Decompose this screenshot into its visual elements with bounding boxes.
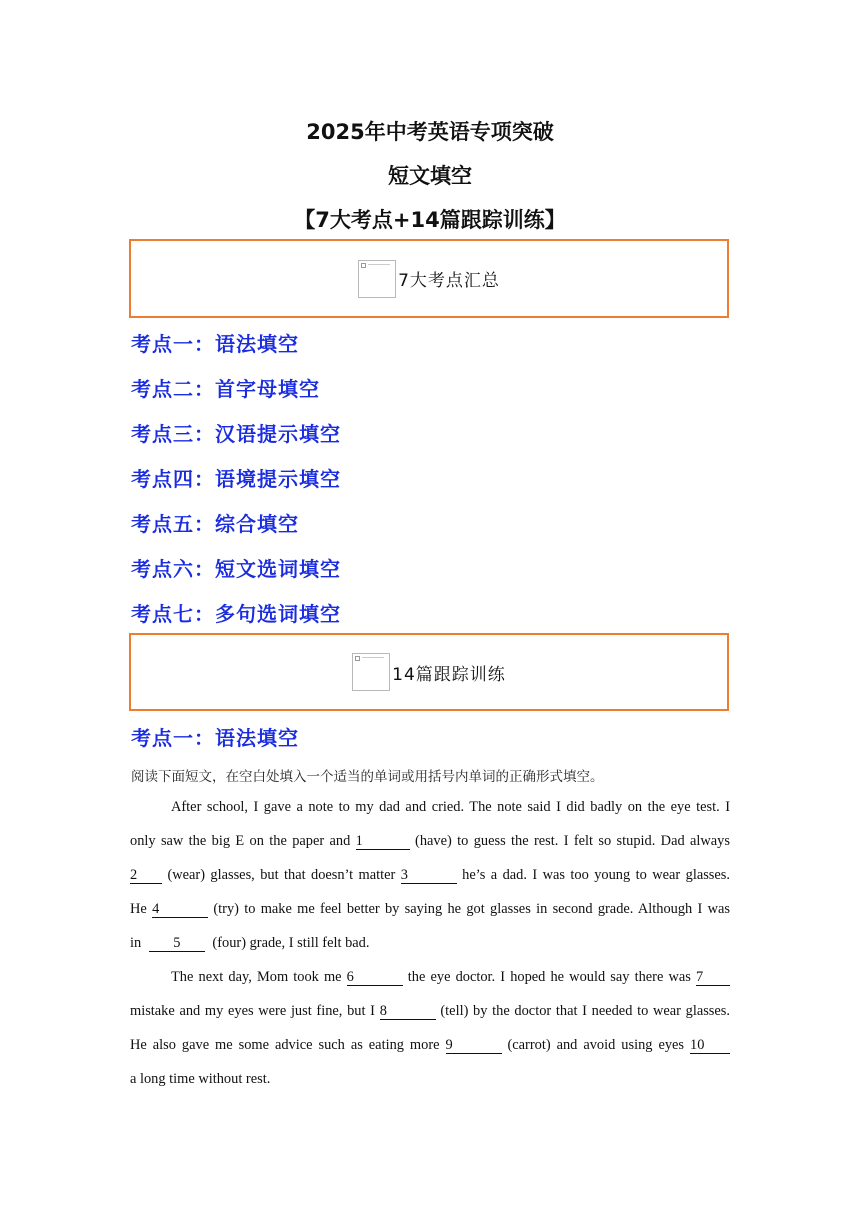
passage-line: After school, I gave a note to my dad and cried. The note said I did badly on the eye test. I bbox=[171, 799, 730, 815]
blank-7: 7 bbox=[696, 969, 730, 986]
blank-10: 10 bbox=[690, 1037, 730, 1054]
passage-text: (wear) glasses, but that doesn’t matter bbox=[167, 867, 396, 883]
passage-text: only saw the big E on the paper and bbox=[130, 833, 351, 849]
exam-point-4: 考点四：语境提示填空 bbox=[131, 467, 341, 491]
exercise-heading: 考点一：语法填空 bbox=[131, 726, 299, 750]
document-title: 2025年中考英语专项突破 bbox=[306, 120, 554, 144]
blank-8: 8 bbox=[380, 1003, 436, 1020]
training-section-box bbox=[129, 633, 729, 711]
blank-6: 6 bbox=[347, 969, 403, 986]
exam-point-7: 考点七：多句选词填空 bbox=[131, 602, 341, 626]
passage-line bbox=[130, 867, 730, 884]
passage-text: mistake and my eyes were just fine, but I bbox=[130, 1003, 375, 1019]
exam-point-6: 考点六：短文选词填空 bbox=[131, 557, 341, 581]
exam-point-3: 考点三：汉语提示填空 bbox=[131, 422, 341, 446]
passage-text: The next day, Mom took me bbox=[171, 969, 342, 985]
passage-text: He also gave me some advice such as eating more bbox=[130, 1037, 440, 1053]
blank-2: 2 bbox=[130, 867, 162, 884]
passage-text: (tell) by the doctor that I needed to wear glasses. bbox=[440, 1003, 730, 1019]
summary-section-label: 7大考点汇总 bbox=[398, 271, 500, 291]
blank-1: 1 bbox=[356, 833, 410, 850]
passage-text: the eye doctor. I hoped he would say there was bbox=[407, 969, 691, 985]
training-section-label: 14篇跟踪训练 bbox=[392, 664, 506, 685]
passage-text: (have) to guess the rest. I felt so stupid. Dad always bbox=[415, 833, 730, 849]
passage-text: in bbox=[130, 935, 142, 951]
passage-text: He bbox=[130, 901, 147, 917]
passage-line bbox=[130, 935, 730, 952]
blank-9: 9 bbox=[446, 1037, 502, 1054]
exam-point-5: 考点五：综合填空 bbox=[131, 512, 299, 536]
passage-text: (carrot) and avoid using eyes bbox=[507, 1037, 685, 1053]
broken-image-icon bbox=[352, 653, 390, 691]
exam-point-2: 考点二：首字母填空 bbox=[131, 377, 320, 401]
passage-line bbox=[171, 969, 730, 986]
summary-section-box bbox=[129, 239, 729, 318]
passage-text: (try) to make me feel better by saying he got glasses in second grade. Although I was bbox=[213, 901, 730, 917]
passage-text: he’s a dad. I was too young to wear glasses. bbox=[462, 867, 730, 883]
broken-image-icon bbox=[358, 260, 396, 298]
blank-5: 5 bbox=[149, 935, 205, 952]
exercise-instruction: 阅读下面短文，在空白处填入一个适当的单词或用括号内单词的正确形式填空。 bbox=[131, 769, 604, 785]
passage-text: (four) grade, I still felt bad. bbox=[212, 935, 370, 951]
passage-line bbox=[130, 1003, 730, 1020]
passage-line: a long time without rest. bbox=[130, 1071, 271, 1087]
passage-line bbox=[130, 833, 730, 850]
exam-point-1: 考点一：语法填空 bbox=[131, 332, 299, 356]
document-tagline: 【7大考点+14篇跟踪训练】 bbox=[294, 208, 566, 232]
blank-4: 4 bbox=[152, 901, 208, 918]
passage-line bbox=[130, 901, 730, 918]
passage-line bbox=[130, 1037, 730, 1054]
blank-3: 3 bbox=[401, 867, 457, 884]
document-subtitle: 短文填空 bbox=[388, 164, 472, 188]
